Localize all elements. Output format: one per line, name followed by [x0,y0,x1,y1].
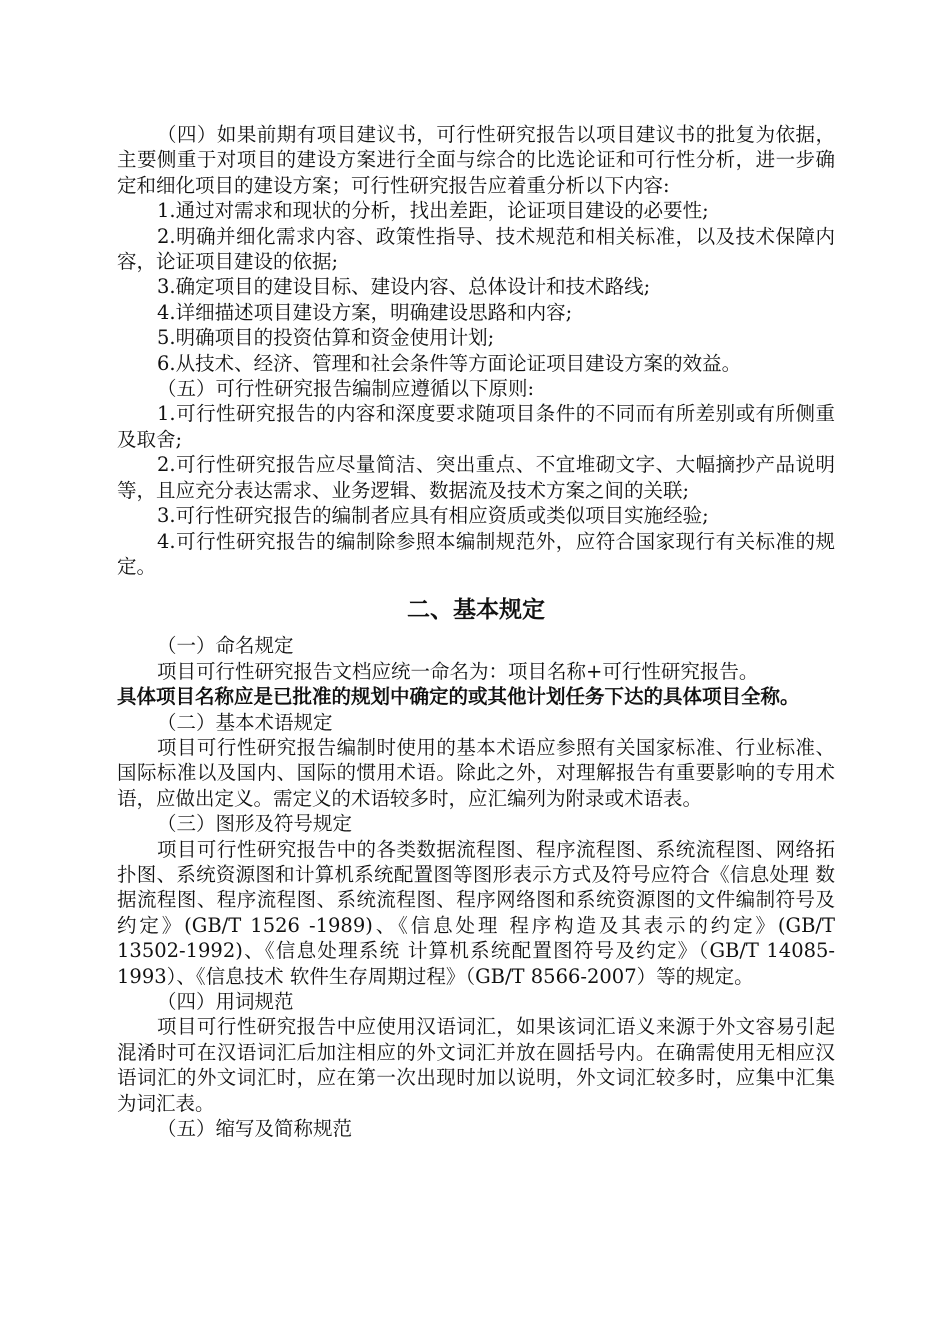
list-item: 2.明确并细化需求内容、政策性指导、技术规范和相关标准，以及技术保障内容，论证项目建设的依据; [117,224,835,274]
document-page [117,122,835,1141]
paragraph-wording: 项目可行性研究报告中应使用汉语词汇，如果该词汇语义来源于外文容易引起混淆时可在汉语词汇后加注相应的外文词汇并放在圆括号内。在确需使用无相应汉语词汇的外文词汇时，应在第一次出现时加以说明，外文词汇较多时，应集中汇集为词汇表。 [117,1015,835,1115]
subsection-title-terms: （二）基本术语规定 [157,710,333,734]
subsection-title-graphics: （三）图形及符号规定 [157,812,353,836]
subsection-title-abbreviations: （五）缩写及简称规范 [157,1117,353,1141]
list-item: 6.从技术、经济、管理和社会条件等方面论证项目建设方案的效益。 [157,351,742,375]
paragraph-graphics: 项目可行性研究报告中的各类数据流程图、程序流程图、系统流程图、网络拓扑图、系统资源图和计算机系统配置图等图形表示方式及符号应符合《信息处理 数据流程图、程序流程图、系统流程图、程序网络图和系统资源图的文件编制符号及约定》(GB/T 1526 -1989)、《信息处理 程序构造及其表示的约定》(GB/T 13502-1992)、《信息处理系统 计算机系统配置图符号及约定》（GB/T 14085-1993）、《信息技术 软件生存周期过程》（GB/T 8566-2007）等的规定。 [117,837,835,988]
paragraph-naming: 项目可行性研究报告文档应统一命名为：项目名称+可行性研究报告。 [157,659,759,683]
subsection-title-wording: （四）用词规范 [157,990,294,1013]
paragraph-section-4-intro: （四）如果前期有项目建议书，可行性研究报告以项目建议书的批复为依据，主要侧重于对项目的建设方案进行全面与综合的比选论证和可行性分析，进一步确定和细化项目的建设方案；可行性研究报告应着重分析以下内容: [117,123,835,197]
list-item: 5.明确项目的投资估算和资金使用计划; [157,326,495,350]
list-item: 1.通过对需求和现状的分析，找出差距，论证项目建设的必要性; [157,199,709,223]
subsection-title-naming: （一）命名规定 [157,634,294,658]
list-item: 4.详细描述项目建设方案，明确建设思路和内容; [157,300,573,324]
list-item: 1.可行性研究报告的内容和深度要求随项目条件的不同而有所差别或有所侧重及取舍; [117,402,835,451]
list-item: 2.可行性研究报告应尽量简洁、突出重点、不宜堆砌文字、大幅摘抄产品说明等，且应充分表达需求、业务逻辑、数据流及技术方案之间的关联; [117,453,835,502]
section-heading: 二、基本规定 [407,597,545,624]
paragraph-terms: 项目可行性研究报告编制时使用的基本术语应参照有关国家标准、行业标准、国际标准以及国内、国际的惯用术语。除此之外，对理解报告有重要影响的专用术语，应做出定义。需定义的术语较多时，应汇编列为附录或术语表。 [117,735,835,810]
paragraph-section-5-intro: （五）可行性研究报告编制应遵循以下原则: [157,377,535,401]
list-item: 3.确定项目的建设目标、建设内容、总体设计和技术路线; [157,275,651,299]
paragraph-naming-bold: 具体项目名称应是已批准的规划中确定的或其他计划任务下达的具体项目全称。 [117,685,800,709]
list-item: 4.可行性研究报告的编制除参照本编制规范外，应符合国家现行有关标准的规定。 [117,529,835,578]
list-item: 3.可行性研究报告的编制者应具有相应资质或类似项目实施经验; [157,504,709,528]
